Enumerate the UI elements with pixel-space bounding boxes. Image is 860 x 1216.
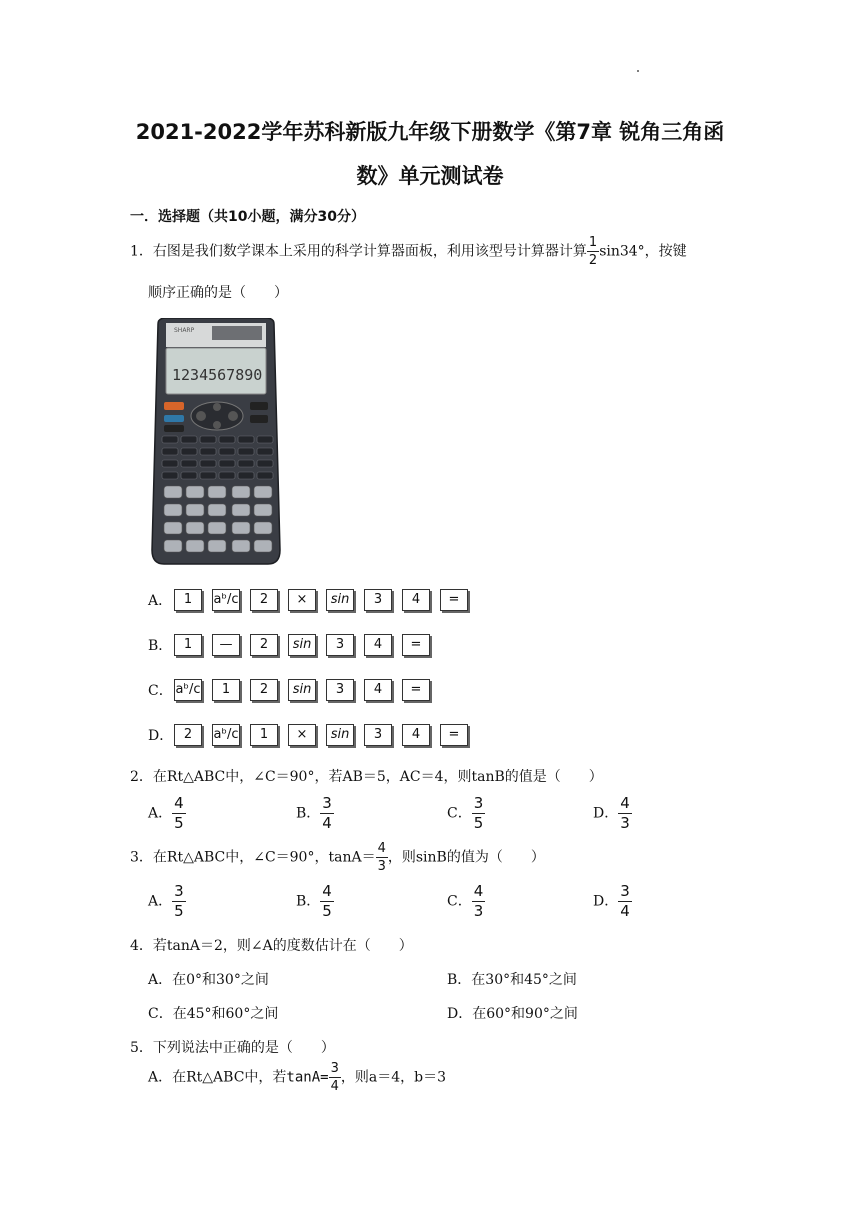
calculator-key: 2 xyxy=(250,634,278,656)
fraction-denominator: 4 xyxy=(322,814,332,832)
option-label: B． xyxy=(148,638,173,654)
option-fraction xyxy=(172,884,186,919)
option-fraction xyxy=(472,884,486,919)
fraction-denominator: 5 xyxy=(473,814,484,832)
calculator-brand: SHARP xyxy=(174,327,195,334)
fraction-numerator: 3 xyxy=(174,882,184,900)
calculator-key: = xyxy=(402,634,430,656)
option-fraction xyxy=(618,796,632,831)
calculator-key: × xyxy=(288,589,316,611)
calculator-key: sin xyxy=(288,634,316,656)
fraction-numerator: 4 xyxy=(174,794,184,812)
calculator-key: 3 xyxy=(326,679,354,701)
question-3-fraction xyxy=(376,842,388,873)
fraction-numerator: 4 xyxy=(322,882,332,900)
question-4-option-d[interactable]: D．在60°和90°之间 xyxy=(447,1006,578,1022)
option-fraction xyxy=(618,884,632,919)
calculator-key: aᵇ/c xyxy=(212,589,240,611)
question-2-option-a[interactable] xyxy=(148,796,186,831)
question-3-option-b[interactable] xyxy=(296,884,334,919)
calculator-key: 1 xyxy=(174,634,202,656)
option-label: C． xyxy=(148,683,173,699)
fraction-numerator: 3 xyxy=(330,1061,339,1076)
option-label: A． xyxy=(148,805,173,822)
option-label: C． xyxy=(447,893,472,910)
calculator-key: aᵇ/c xyxy=(212,724,240,746)
option-label: B． xyxy=(296,805,321,822)
fraction-numerator: 4 xyxy=(620,794,630,812)
fraction-denominator: 3 xyxy=(473,902,484,920)
corner-dot xyxy=(637,70,639,72)
option-fraction xyxy=(320,796,334,831)
calculator-key: 3 xyxy=(364,589,392,611)
fraction-denominator: 4 xyxy=(620,902,630,920)
question-3-option-c[interactable] xyxy=(447,884,485,919)
option-text-b: ，则a＝4，b＝3 xyxy=(340,1069,446,1086)
question-1-option-a[interactable] xyxy=(148,589,478,611)
fraction-denominator: 3 xyxy=(620,814,630,832)
question-3-stem xyxy=(130,842,545,873)
question-2-option-d[interactable] xyxy=(593,796,632,831)
calculator-key: 4 xyxy=(402,724,430,746)
fraction-denominator: 5 xyxy=(322,902,332,920)
fraction-numerator: 4 xyxy=(473,882,484,900)
calculator-key: 3 xyxy=(364,724,392,746)
option-label: D． xyxy=(593,893,619,910)
question-3-text-a: 3．在Rt△ABC中，∠C＝90°，tanA＝ xyxy=(130,849,376,866)
calculator-key: 2 xyxy=(250,679,278,701)
fraction-denominator: 3 xyxy=(377,859,386,874)
page-title-line1: 2021-2022学年苏科新版九年级下册数学《第7章 锐角三角函 xyxy=(135,120,725,144)
question-1-fraction xyxy=(587,236,599,267)
calculator-key: aᵇ/c xyxy=(174,679,202,701)
question-4-option-b[interactable]: B．在30°和45°之间 xyxy=(447,972,577,988)
question-1-option-b[interactable] xyxy=(148,634,440,656)
section-heading: 一．选择题（共10小题，满分30分） xyxy=(130,209,365,225)
tan-expression: tanA= xyxy=(286,1069,329,1086)
calculator-image xyxy=(150,318,282,566)
option-label: A． xyxy=(148,593,173,609)
option-fraction xyxy=(472,796,486,831)
fraction-numerator: 3 xyxy=(473,794,484,812)
question-2-option-c[interactable] xyxy=(447,796,485,831)
question-4-option-c[interactable]: C．在45°和60°之间 xyxy=(148,1006,279,1022)
question-1-text-a: 1．右图是我们数学课本上采用的科学计算器面板，利用该型号计算器计算 xyxy=(130,243,587,260)
option-label: D． xyxy=(148,728,174,744)
question-4-stem: 4．若tanA＝2，则∠A的度数估计在（ ） xyxy=(130,938,413,954)
option-label: C． xyxy=(447,805,472,822)
question-3-option-d[interactable] xyxy=(593,884,632,919)
calculator-key: 4 xyxy=(402,589,430,611)
calculator-key: 4 xyxy=(364,634,392,656)
calculator-key: 1 xyxy=(212,679,240,701)
calculator-key: × xyxy=(288,724,316,746)
calculator-key: = xyxy=(402,679,430,701)
option-label: B． xyxy=(296,893,321,910)
question-1-text-b: sin34°，按键 xyxy=(599,243,687,260)
calculator-key: sin xyxy=(326,724,354,746)
calculator-key: = xyxy=(440,724,468,746)
option-fraction xyxy=(329,1062,341,1093)
calculator-key: sin xyxy=(288,679,316,701)
fraction-denominator: 5 xyxy=(174,902,184,920)
calculator-key: = xyxy=(440,589,468,611)
question-3-option-a[interactable] xyxy=(148,884,186,919)
question-2-option-b[interactable] xyxy=(296,796,334,831)
calculator-key: 1 xyxy=(250,724,278,746)
calculator-key: 1 xyxy=(174,589,202,611)
question-5-option-a[interactable] xyxy=(148,1062,446,1093)
calculator-display: 1234567890 xyxy=(172,366,263,384)
option-text-a: A．在Rt△ABC中，若 xyxy=(148,1069,287,1086)
fraction-numerator: 3 xyxy=(620,882,630,900)
fraction-numerator: 3 xyxy=(322,794,332,812)
calculator-key: 4 xyxy=(364,679,392,701)
question-1-text-c: 顺序正确的是（ ） xyxy=(148,285,288,301)
calculator-key: 2 xyxy=(250,589,278,611)
calculator-key: 2 xyxy=(174,724,202,746)
page-title-line2: 数》单元测试卷 xyxy=(356,164,504,188)
calculator-key: — xyxy=(212,634,240,656)
fraction-numerator: 4 xyxy=(377,841,386,856)
question-1-stem xyxy=(130,236,687,267)
option-fraction xyxy=(320,884,334,919)
calculator-key: 3 xyxy=(326,634,354,656)
fraction-denominator: 2 xyxy=(588,253,598,268)
option-label: A． xyxy=(148,893,173,910)
question-2-stem: 2．在Rt△ABC中，∠C＝90°，若AB＝5，AC＝4，则tanB的值是（ ） xyxy=(130,769,603,785)
question-4-option-a[interactable]: A．在0°和30°之间 xyxy=(148,972,269,988)
question-1-option-c[interactable] xyxy=(148,679,440,701)
question-3-text-b: ，则sinB的值为（ ） xyxy=(387,849,545,866)
fraction-numerator: 1 xyxy=(588,235,598,250)
question-1-option-d[interactable] xyxy=(148,724,478,746)
fraction-denominator: 5 xyxy=(174,814,184,832)
fraction-denominator: 4 xyxy=(330,1079,339,1094)
calculator-key: sin xyxy=(326,589,354,611)
option-label: D． xyxy=(593,805,619,822)
question-5-stem: 5．下列说法中正确的是（ ） xyxy=(130,1040,335,1056)
option-fraction xyxy=(172,796,186,831)
